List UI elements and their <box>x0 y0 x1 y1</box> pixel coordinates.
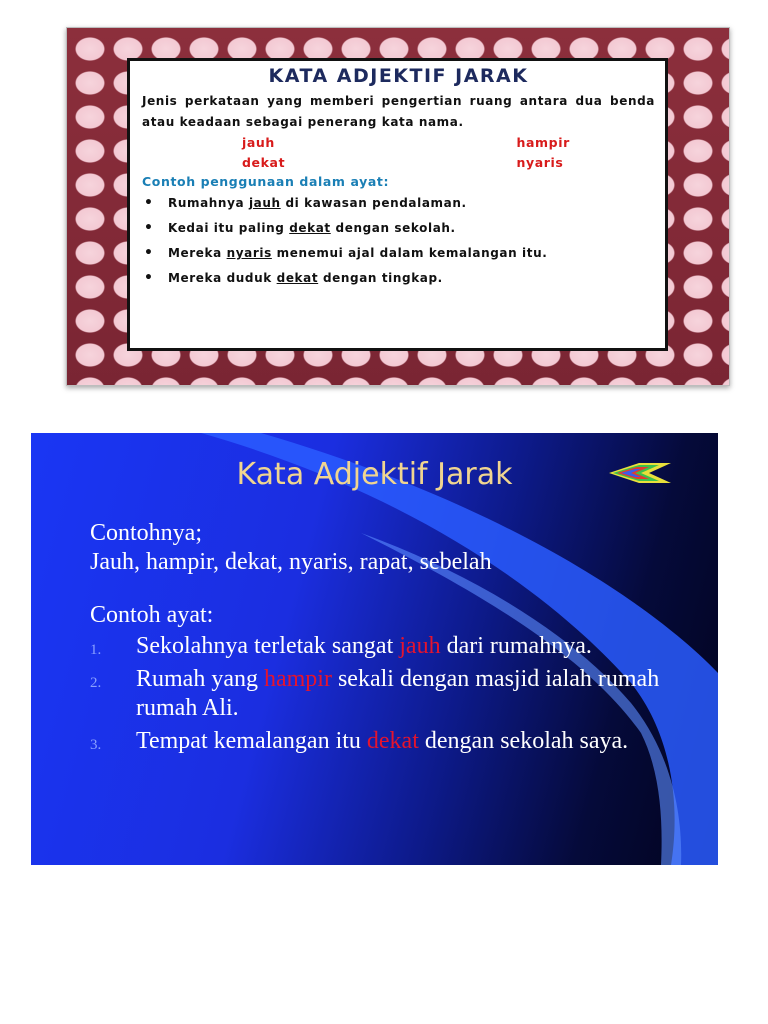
text-before: Kedai itu paling <box>168 221 290 235</box>
text-before: Rumah yang <box>136 666 264 692</box>
keyword: dekat <box>276 271 319 285</box>
list-item <box>90 632 690 661</box>
word-item: dekat <box>242 155 286 170</box>
text-before: Rumahnya <box>168 196 249 210</box>
text-after: sekali dengan masjid ialah rumah rumah Ali. <box>136 666 660 721</box>
slide-title: Kata Adjektif Jarak <box>236 457 513 492</box>
text-after: di kawasan pendalaman. <box>280 196 467 210</box>
list-item <box>142 268 655 289</box>
poster-definition: Jenis perkataan yang memberi pengertian ruang antara dua benda atau keadaan sebagai penerang kata nama. <box>142 94 655 129</box>
keyword: hampir <box>263 666 332 692</box>
sentence-list <box>90 632 690 756</box>
rainbow-arrow-icon <box>609 463 671 483</box>
text-before: Mereka duduk <box>168 271 277 285</box>
item-number: 1. <box>90 642 102 658</box>
poster-slide <box>66 27 730 386</box>
list-item <box>90 727 690 756</box>
sentences-label: Contoh ayat: <box>90 602 214 628</box>
word-item: nyaris <box>516 155 564 170</box>
text-after: dengan tingkap. <box>318 271 443 285</box>
text-before: Tempat kemalangan itu <box>136 728 367 754</box>
keyword: dekat <box>289 221 331 235</box>
list-item <box>142 218 655 239</box>
word-grid <box>142 135 655 170</box>
examples-label: Contohnya; <box>90 520 202 546</box>
word-item: hampir <box>516 135 570 150</box>
presentation-slide <box>31 433 718 865</box>
keyword: jauh <box>248 196 281 210</box>
text-after: menemui ajal dalam kemalangan itu. <box>271 246 548 260</box>
keyword: nyaris <box>226 246 272 260</box>
examples-heading: Contoh penggunaan dalam ayat: <box>142 174 390 189</box>
text-before: Sekolahnya terletak sangat <box>136 633 400 659</box>
list-item <box>142 243 655 264</box>
text-after: dengan sekolah. <box>330 221 456 235</box>
list-item <box>142 193 655 214</box>
examples-words: Jauh, hampir, dekat, nyaris, rapat, sebelah <box>90 549 492 575</box>
keyword: jauh <box>399 633 441 659</box>
poster-example-list <box>142 193 655 289</box>
text-after: dengan sekolah saya. <box>418 728 629 754</box>
item-number: 2. <box>90 675 102 691</box>
poster-panel <box>127 58 668 351</box>
text-after: dari rumahnya. <box>440 633 592 659</box>
poster-title: KATA ADJEKTIF JARAK <box>268 65 529 87</box>
keyword: dekat <box>366 728 419 754</box>
text-before: Mereka <box>168 246 227 260</box>
list-item <box>90 665 690 723</box>
item-number: 3. <box>90 737 102 753</box>
slide-body <box>90 519 690 760</box>
word-item: jauh <box>242 135 275 150</box>
